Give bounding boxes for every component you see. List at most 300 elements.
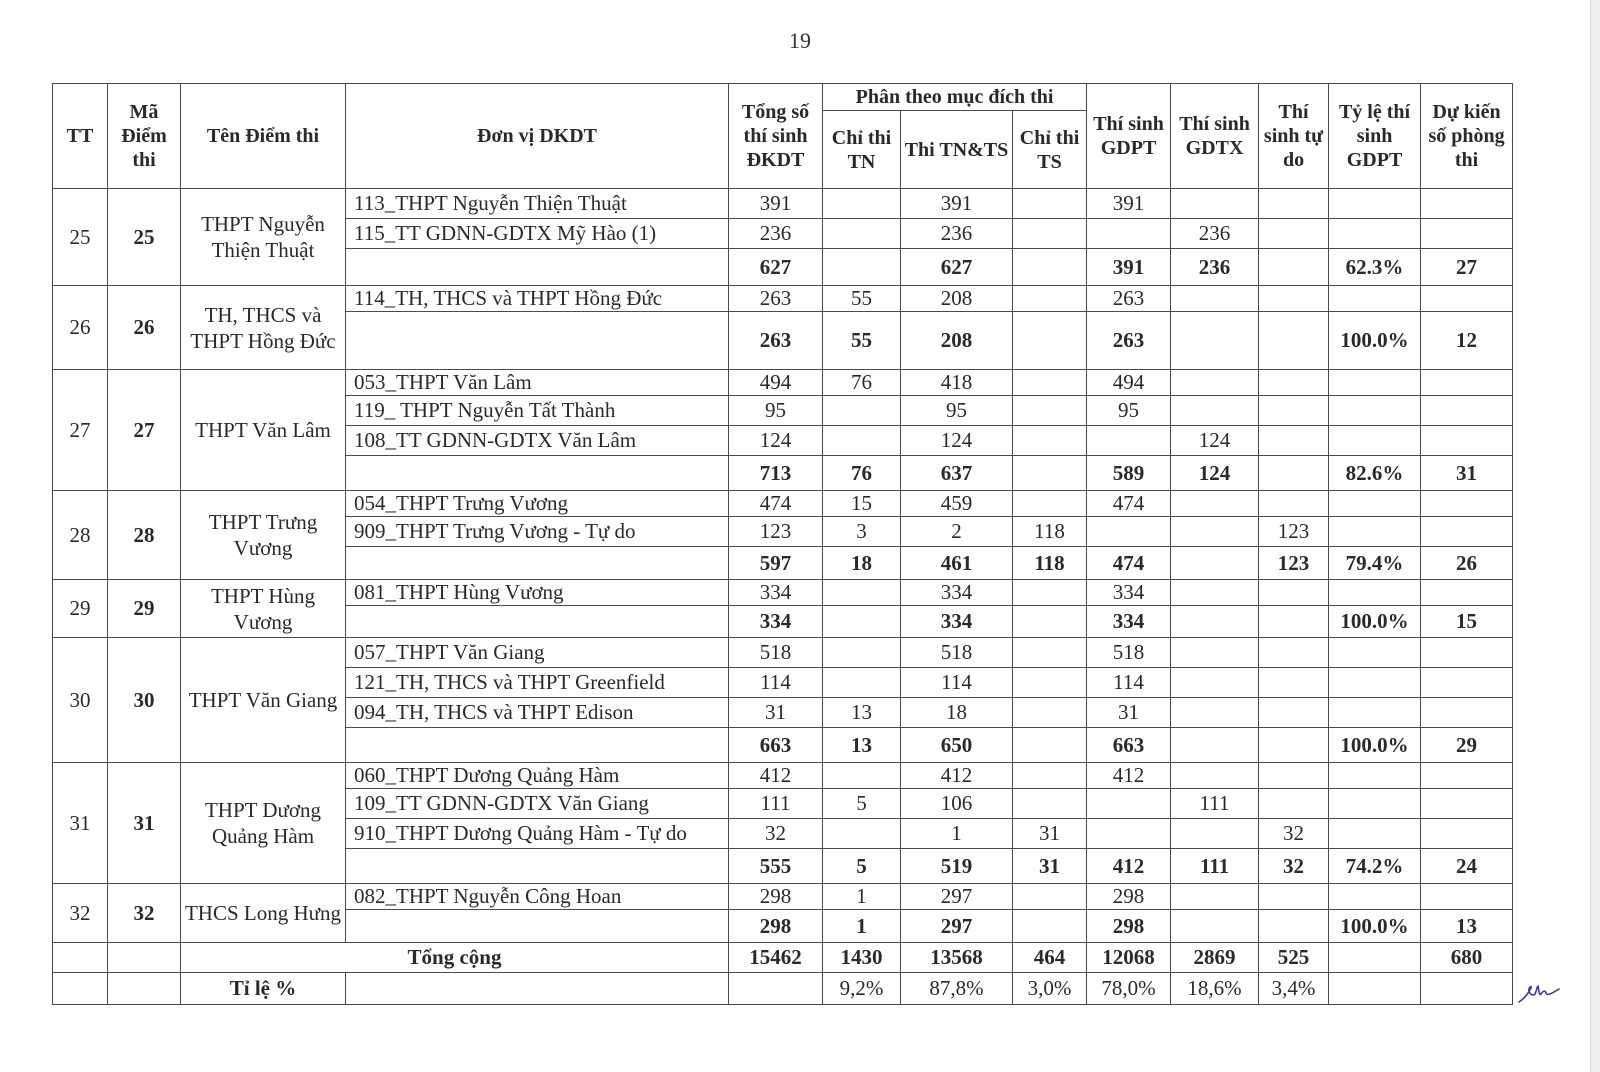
cell-phong — [1421, 884, 1513, 910]
cell-gdtx — [1171, 698, 1259, 728]
cell-tn — [823, 763, 901, 789]
unit-row — [53, 580, 1513, 606]
cell-phong — [1421, 819, 1513, 849]
cell-don-vi-empty — [346, 456, 729, 491]
cell-tn: 76 — [823, 370, 901, 396]
subtotal-tong: 713 — [729, 456, 823, 491]
percent-gdtx: 18,6% — [1171, 973, 1259, 1005]
cell-don-vi: 060_THPT Dương Quảng Hàm — [346, 763, 729, 789]
cell-ma-diem-thi: 25 — [108, 189, 181, 286]
cell-tyle — [1329, 698, 1421, 728]
cell-tyle — [1329, 819, 1421, 849]
cell-gdpt: 412 — [1087, 763, 1171, 789]
subtotal-gdpt: 589 — [1087, 456, 1171, 491]
cell-gdpt: 114 — [1087, 668, 1171, 698]
subtotal-tong: 263 — [729, 312, 823, 370]
cell-tn: 1 — [823, 884, 901, 910]
subtotal-tn: 1 — [823, 910, 901, 943]
cell-phong — [1421, 189, 1513, 219]
subtotal-tyle: 100.0% — [1329, 910, 1421, 943]
header-chi-thi-ts: Chỉ thi TS — [1013, 111, 1087, 189]
percent-tyle — [1329, 973, 1421, 1005]
cell-tnts: 106 — [901, 789, 1013, 819]
cell-ma-diem-thi: 30 — [108, 638, 181, 763]
cell-tn — [823, 396, 901, 426]
cell-tt: 27 — [53, 370, 108, 491]
cell-ma-diem-thi: 27 — [108, 370, 181, 491]
cell-tudo — [1259, 491, 1329, 517]
cell-tn: 5 — [823, 789, 901, 819]
cell-ts: 31 — [1013, 819, 1087, 849]
cell-tn: 3 — [823, 517, 901, 547]
cell-tong: 114 — [729, 668, 823, 698]
total-tudo: 525 — [1259, 943, 1329, 973]
cell-tudo — [1259, 370, 1329, 396]
total-phong: 680 — [1421, 943, 1513, 973]
cell-tnts: 334 — [901, 580, 1013, 606]
subtotal-phong: 12 — [1421, 312, 1513, 370]
unit-row — [53, 491, 1513, 517]
percent-tong — [729, 973, 823, 1005]
subtotal-gdtx: 111 — [1171, 849, 1259, 884]
subtotal-tong: 663 — [729, 728, 823, 763]
subtotal-tudo — [1259, 456, 1329, 491]
cell-ts — [1013, 426, 1087, 456]
cell-tyle — [1329, 668, 1421, 698]
cell-gdtx — [1171, 517, 1259, 547]
subtotal-tudo — [1259, 728, 1329, 763]
cell-gdtx — [1171, 286, 1259, 312]
viewer-scroll-strip — [1590, 0, 1600, 1072]
cell-tong: 31 — [729, 698, 823, 728]
cell-tong: 124 — [729, 426, 823, 456]
cell-gdtx — [1171, 638, 1259, 668]
subtotal-tyle: 100.0% — [1329, 728, 1421, 763]
cell-phong — [1421, 426, 1513, 456]
cell-ts — [1013, 638, 1087, 668]
total-gdtx: 2869 — [1171, 943, 1259, 973]
handwritten-signature — [1515, 980, 1565, 1006]
cell-ts — [1013, 698, 1087, 728]
cell-tudo — [1259, 219, 1329, 249]
cell-tnts: 418 — [901, 370, 1013, 396]
cell-don-vi: 113_THPT Nguyễn Thiện Thuật — [346, 189, 729, 219]
subtotal-tnts: 637 — [901, 456, 1013, 491]
subtotal-tyle: 62.3% — [1329, 249, 1421, 286]
cell-tyle — [1329, 517, 1421, 547]
cell-tong: 236 — [729, 219, 823, 249]
cell-ts — [1013, 286, 1087, 312]
cell-tyle — [1329, 189, 1421, 219]
total-ts: 464 — [1013, 943, 1087, 973]
cell-ten-diem-thi: THPT Nguyễn Thiện Thuật — [181, 189, 346, 286]
cell-phong — [1421, 370, 1513, 396]
cell-phong — [1421, 286, 1513, 312]
cell-tudo — [1259, 426, 1329, 456]
percent-phong — [1421, 973, 1513, 1005]
subtotal-ts — [1013, 910, 1087, 943]
cell-don-vi: 094_TH, THCS và THPT Edison — [346, 698, 729, 728]
subtotal-tn: 13 — [823, 728, 901, 763]
cell-ma-diem-thi: 26 — [108, 286, 181, 370]
cell-phong — [1421, 698, 1513, 728]
total-tyle — [1329, 943, 1421, 973]
total-empty-ma — [108, 943, 181, 973]
cell-ten-diem-thi: THPT Văn Lâm — [181, 370, 346, 491]
cell-don-vi: 909_THPT Trưng Vương - Tự do — [346, 517, 729, 547]
unit-row — [53, 370, 1513, 396]
cell-ts — [1013, 189, 1087, 219]
cell-tong: 111 — [729, 789, 823, 819]
cell-ts — [1013, 789, 1087, 819]
cell-tyle — [1329, 370, 1421, 396]
percent-gdpt: 78,0% — [1087, 973, 1171, 1005]
subtotal-gdtx — [1171, 606, 1259, 638]
cell-tn — [823, 189, 901, 219]
total-empty-tt — [53, 943, 108, 973]
header-ten-diem-thi: Tên Điểm thi — [181, 84, 346, 189]
cell-phong — [1421, 789, 1513, 819]
total-row — [53, 943, 1513, 973]
cell-tnts: 95 — [901, 396, 1013, 426]
cell-don-vi-empty — [346, 547, 729, 580]
subtotal-gdtx — [1171, 547, 1259, 580]
cell-gdtx — [1171, 819, 1259, 849]
cell-tudo: 123 — [1259, 517, 1329, 547]
cell-ma-diem-thi: 28 — [108, 491, 181, 580]
cell-ts — [1013, 370, 1087, 396]
cell-tnts: 208 — [901, 286, 1013, 312]
cell-gdpt: 518 — [1087, 638, 1171, 668]
cell-tyle — [1329, 763, 1421, 789]
subtotal-ts — [1013, 606, 1087, 638]
cell-gdpt: 95 — [1087, 396, 1171, 426]
cell-phong — [1421, 580, 1513, 606]
subtotal-tudo — [1259, 249, 1329, 286]
cell-tudo: 32 — [1259, 819, 1329, 849]
percent-empty-unit — [346, 973, 729, 1005]
cell-tnts: 1 — [901, 819, 1013, 849]
subtotal-ts — [1013, 456, 1087, 491]
cell-don-vi: 081_THPT Hùng Vương — [346, 580, 729, 606]
cell-ts — [1013, 396, 1087, 426]
subtotal-tudo — [1259, 312, 1329, 370]
cell-tyle — [1329, 789, 1421, 819]
total-label: Tổng cộng — [181, 943, 729, 973]
cell-tudo — [1259, 789, 1329, 819]
subtotal-tyle: 82.6% — [1329, 456, 1421, 491]
percent-tnts: 87,8% — [901, 973, 1013, 1005]
subtotal-tnts: 519 — [901, 849, 1013, 884]
percent-ts: 3,0% — [1013, 973, 1087, 1005]
subtotal-ts — [1013, 728, 1087, 763]
cell-gdpt: 474 — [1087, 491, 1171, 517]
header-tong-so: Tổng số thí sinh ĐKDT — [729, 84, 823, 189]
cell-don-vi: 053_THPT Văn Lâm — [346, 370, 729, 396]
cell-don-vi: 108_TT GDNN-GDTX Văn Lâm — [346, 426, 729, 456]
cell-gdtx: 111 — [1171, 789, 1259, 819]
cell-don-vi: 115_TT GDNN-GDTX Mỹ Hào (1) — [346, 219, 729, 249]
unit-row — [53, 763, 1513, 789]
cell-phong — [1421, 668, 1513, 698]
subtotal-tn — [823, 606, 901, 638]
cell-don-vi: 910_THPT Dương Quảng Hàm - Tự do — [346, 819, 729, 849]
subtotal-tong: 334 — [729, 606, 823, 638]
subtotal-ts — [1013, 312, 1087, 370]
cell-tong: 391 — [729, 189, 823, 219]
subtotal-phong: 24 — [1421, 849, 1513, 884]
cell-don-vi-empty — [346, 606, 729, 638]
subtotal-gdtx: 124 — [1171, 456, 1259, 491]
subtotal-tyle: 100.0% — [1329, 606, 1421, 638]
subtotal-gdtx — [1171, 312, 1259, 370]
cell-ts — [1013, 491, 1087, 517]
cell-ten-diem-thi: TH, THCS và THPT Hồng Đức — [181, 286, 346, 370]
subtotal-phong: 26 — [1421, 547, 1513, 580]
header-phan-theo: Phân theo mục đích thi — [823, 84, 1087, 111]
cell-tnts: 297 — [901, 884, 1013, 910]
cell-tnts: 2 — [901, 517, 1013, 547]
cell-tnts: 236 — [901, 219, 1013, 249]
total-gdpt: 12068 — [1087, 943, 1171, 973]
header-don-vi: Đơn vị DKDT — [346, 84, 729, 189]
cell-gdpt — [1087, 426, 1171, 456]
percent-empty-ma — [108, 973, 181, 1005]
cell-gdtx — [1171, 763, 1259, 789]
cell-don-vi: 109_TT GDNN-GDTX Văn Giang — [346, 789, 729, 819]
cell-tyle — [1329, 426, 1421, 456]
cell-tnts: 18 — [901, 698, 1013, 728]
cell-gdpt: 298 — [1087, 884, 1171, 910]
cell-tudo — [1259, 698, 1329, 728]
cell-don-vi: 057_THPT Văn Giang — [346, 638, 729, 668]
cell-ts — [1013, 668, 1087, 698]
cell-tyle — [1329, 638, 1421, 668]
cell-tnts: 518 — [901, 638, 1013, 668]
header-chi-thi-tn: Chỉ thi TN — [823, 111, 901, 189]
subtotal-tong: 627 — [729, 249, 823, 286]
cell-gdpt: 391 — [1087, 189, 1171, 219]
percent-empty-tt — [53, 973, 108, 1005]
cell-don-vi-empty — [346, 249, 729, 286]
subtotal-tnts: 297 — [901, 910, 1013, 943]
subtotal-tnts: 334 — [901, 606, 1013, 638]
cell-don-vi-empty — [346, 728, 729, 763]
cell-tong: 518 — [729, 638, 823, 668]
cell-tn: 15 — [823, 491, 901, 517]
subtotal-tudo — [1259, 606, 1329, 638]
cell-ma-diem-thi: 29 — [108, 580, 181, 638]
cell-tn — [823, 668, 901, 698]
cell-don-vi: 121_TH, THCS và THPT Greenfield — [346, 668, 729, 698]
cell-tudo — [1259, 668, 1329, 698]
cell-phong — [1421, 763, 1513, 789]
subtotal-tn: 18 — [823, 547, 901, 580]
header-ts-gdtx: Thí sinh GDTX — [1171, 84, 1259, 189]
total-tong: 15462 — [729, 943, 823, 973]
cell-gdtx — [1171, 668, 1259, 698]
subtotal-phong: 27 — [1421, 249, 1513, 286]
cell-tt: 28 — [53, 491, 108, 580]
cell-tnts: 412 — [901, 763, 1013, 789]
subtotal-tyle: 79.4% — [1329, 547, 1421, 580]
subtotal-tong: 597 — [729, 547, 823, 580]
cell-ts — [1013, 884, 1087, 910]
subtotal-gdtx — [1171, 910, 1259, 943]
cell-gdpt — [1087, 789, 1171, 819]
percent-row — [53, 973, 1513, 1005]
cell-tn: 55 — [823, 286, 901, 312]
cell-tn — [823, 580, 901, 606]
cell-tt: 30 — [53, 638, 108, 763]
cell-ten-diem-thi: THPT Văn Giang — [181, 638, 346, 763]
header-ts-gdpt: Thí sinh GDPT — [1087, 84, 1171, 189]
cell-ts — [1013, 219, 1087, 249]
percent-tn: 9,2% — [823, 973, 901, 1005]
cell-tt: 32 — [53, 884, 108, 943]
cell-gdpt — [1087, 819, 1171, 849]
cell-gdpt — [1087, 219, 1171, 249]
subtotal-tn: 5 — [823, 849, 901, 884]
cell-ts — [1013, 763, 1087, 789]
cell-don-vi-empty — [346, 849, 729, 884]
cell-gdtx — [1171, 396, 1259, 426]
cell-tyle — [1329, 884, 1421, 910]
cell-tn: 13 — [823, 698, 901, 728]
cell-ten-diem-thi: THPT Trưng Vương — [181, 491, 346, 580]
cell-gdpt — [1087, 517, 1171, 547]
subtotal-gdpt: 334 — [1087, 606, 1171, 638]
cell-gdtx: 236 — [1171, 219, 1259, 249]
header-tt: TT — [53, 84, 108, 189]
cell-tn — [823, 819, 901, 849]
header-ma-diem-thi: Mã Điểm thi — [108, 84, 181, 189]
subtotal-ts: 118 — [1013, 547, 1087, 580]
cell-tong: 95 — [729, 396, 823, 426]
cell-ten-diem-thi: THPT Hùng Vương — [181, 580, 346, 638]
subtotal-phong: 31 — [1421, 456, 1513, 491]
cell-gdtx — [1171, 884, 1259, 910]
cell-tudo — [1259, 763, 1329, 789]
cell-gdpt: 31 — [1087, 698, 1171, 728]
subtotal-tyle: 74.2% — [1329, 849, 1421, 884]
subtotal-tn: 76 — [823, 456, 901, 491]
percent-tudo: 3,4% — [1259, 973, 1329, 1005]
subtotal-ts: 31 — [1013, 849, 1087, 884]
cell-gdpt: 334 — [1087, 580, 1171, 606]
subtotal-tnts: 627 — [901, 249, 1013, 286]
cell-tudo — [1259, 286, 1329, 312]
header-du-kien: Dự kiến số phòng thi — [1421, 84, 1513, 189]
cell-gdtx: 124 — [1171, 426, 1259, 456]
subtotal-tudo: 123 — [1259, 547, 1329, 580]
cell-gdtx — [1171, 189, 1259, 219]
page-number: 19 — [789, 28, 811, 53]
cell-tong: 298 — [729, 884, 823, 910]
header-ty-le-gdpt: Tỷ lệ thí sinh GDPT — [1329, 84, 1421, 189]
subtotal-ts — [1013, 249, 1087, 286]
cell-tyle — [1329, 286, 1421, 312]
cell-phong — [1421, 638, 1513, 668]
cell-tt: 26 — [53, 286, 108, 370]
cell-gdtx — [1171, 580, 1259, 606]
subtotal-gdtx — [1171, 728, 1259, 763]
cell-ma-diem-thi: 32 — [108, 884, 181, 943]
subtotal-phong: 15 — [1421, 606, 1513, 638]
cell-tnts: 124 — [901, 426, 1013, 456]
subtotal-phong: 29 — [1421, 728, 1513, 763]
subtotal-phong: 13 — [1421, 910, 1513, 943]
cell-tudo — [1259, 580, 1329, 606]
cell-phong — [1421, 396, 1513, 426]
cell-tong: 123 — [729, 517, 823, 547]
cell-ts: 118 — [1013, 517, 1087, 547]
subtotal-tn: 55 — [823, 312, 901, 370]
unit-row — [53, 189, 1513, 219]
subtotal-gdtx: 236 — [1171, 249, 1259, 286]
cell-gdpt: 494 — [1087, 370, 1171, 396]
cell-ts — [1013, 580, 1087, 606]
cell-tong: 32 — [729, 819, 823, 849]
subtotal-gdpt: 474 — [1087, 547, 1171, 580]
cell-gdtx — [1171, 491, 1259, 517]
cell-tnts: 114 — [901, 668, 1013, 698]
total-tnts: 13568 — [901, 943, 1013, 973]
cell-don-vi: 054_THPT Trưng Vương — [346, 491, 729, 517]
cell-don-vi-empty — [346, 910, 729, 943]
header-thi-tn-ts: Thi TN&TS — [901, 111, 1013, 189]
cell-tudo — [1259, 189, 1329, 219]
cell-tudo — [1259, 396, 1329, 426]
percent-label: Tỉ lệ % — [181, 973, 346, 1005]
cell-tn — [823, 638, 901, 668]
subtotal-gdpt: 298 — [1087, 910, 1171, 943]
cell-tyle — [1329, 396, 1421, 426]
subtotal-tudo — [1259, 910, 1329, 943]
subtotal-tnts: 208 — [901, 312, 1013, 370]
cell-tn — [823, 219, 901, 249]
cell-tong: 263 — [729, 286, 823, 312]
cell-ten-diem-thi: THCS Long Hưng — [181, 884, 346, 943]
subtotal-gdpt: 263 — [1087, 312, 1171, 370]
total-tn: 1430 — [823, 943, 901, 973]
unit-row — [53, 884, 1513, 910]
cell-tong: 334 — [729, 580, 823, 606]
cell-phong — [1421, 491, 1513, 517]
header-ts-tu-do: Thí sinh tự do — [1259, 84, 1329, 189]
cell-gdtx — [1171, 370, 1259, 396]
subtotal-tnts: 650 — [901, 728, 1013, 763]
cell-phong — [1421, 219, 1513, 249]
cell-tyle — [1329, 580, 1421, 606]
cell-tnts: 459 — [901, 491, 1013, 517]
cell-ten-diem-thi: THPT Dương Quảng Hàm — [181, 763, 346, 884]
exam-registration-table — [52, 83, 1513, 1005]
cell-ma-diem-thi: 31 — [108, 763, 181, 884]
subtotal-tudo: 32 — [1259, 849, 1329, 884]
cell-tt: 31 — [53, 763, 108, 884]
subtotal-gdpt: 412 — [1087, 849, 1171, 884]
subtotal-tn — [823, 249, 901, 286]
cell-don-vi: 119_ THPT Nguyễn Tất Thành — [346, 396, 729, 426]
subtotal-tnts: 461 — [901, 547, 1013, 580]
unit-row — [53, 286, 1513, 312]
cell-don-vi: 114_TH, THCS và THPT Hồng Đức — [346, 286, 729, 312]
subtotal-tong: 298 — [729, 910, 823, 943]
unit-row — [53, 638, 1513, 668]
cell-tong: 494 — [729, 370, 823, 396]
cell-tudo — [1259, 638, 1329, 668]
